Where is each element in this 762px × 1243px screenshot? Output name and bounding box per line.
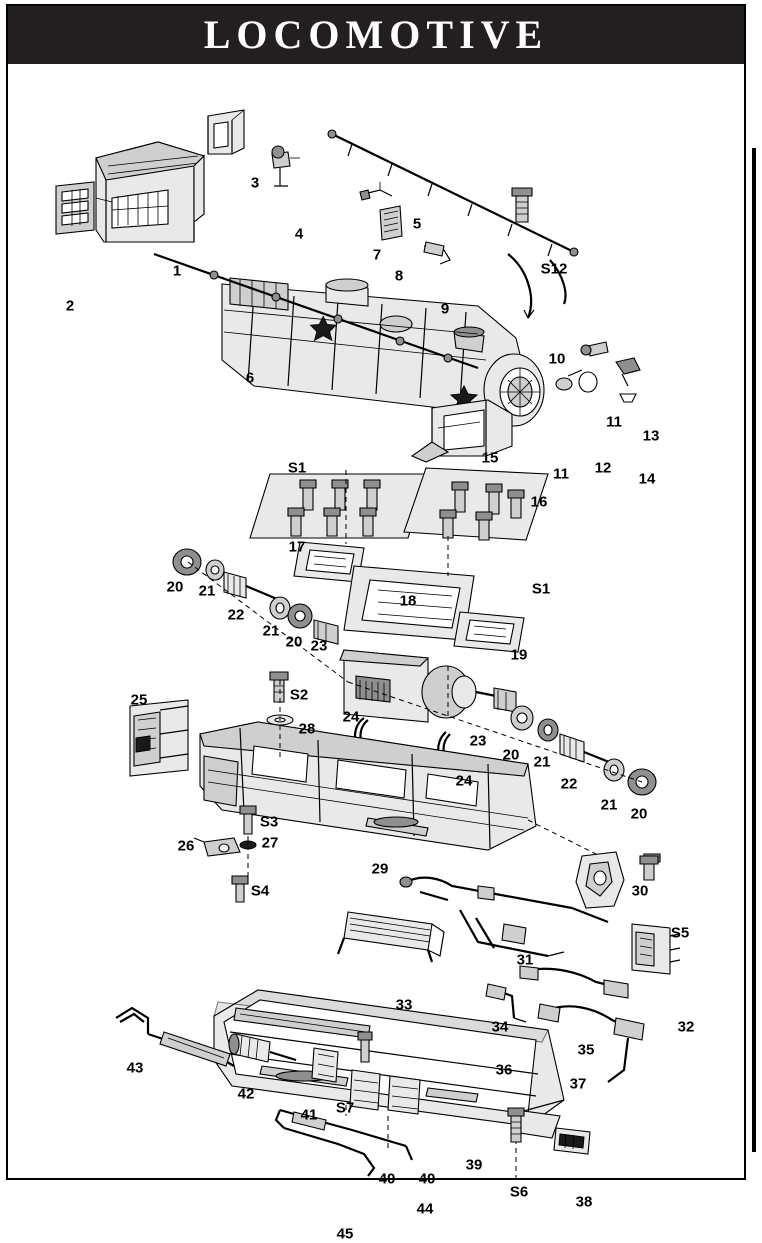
callout-16: 16	[530, 493, 548, 511]
axle-assembly-right	[511, 706, 656, 795]
callout-40: 40	[378, 1170, 396, 1188]
callout-5: 5	[412, 215, 422, 233]
callout-s3: S3	[259, 813, 279, 831]
callout-11: 11	[553, 465, 569, 483]
callout-9: 9	[440, 300, 450, 318]
callout-s2: S2	[289, 686, 309, 704]
callout-18: 18	[399, 592, 417, 610]
callout-28: 28	[298, 720, 316, 738]
callout-11: 11	[606, 413, 622, 431]
callout-24: 24	[342, 708, 360, 726]
callout-s5: S5	[670, 924, 690, 942]
callout-35: 35	[577, 1041, 595, 1059]
callout-2: 2	[65, 297, 75, 315]
callout-33: 33	[395, 996, 413, 1014]
callout-20: 20	[166, 578, 184, 596]
motor-assembly	[340, 650, 516, 722]
part-36-bracket	[486, 984, 526, 1022]
part-15-boiler	[222, 278, 544, 426]
part-7-lever	[360, 182, 392, 200]
page-title-bar	[8, 6, 744, 64]
callout-20: 20	[630, 805, 648, 823]
callout-14: 14	[638, 470, 656, 488]
callout-1: 1	[172, 262, 182, 280]
callout-12: 12	[594, 459, 612, 477]
callout-25: 25	[130, 691, 148, 709]
callout-31: 31	[516, 951, 534, 969]
callout-20: 20	[502, 746, 520, 764]
part-4-whistle	[272, 146, 300, 186]
callout-17: 17	[288, 538, 306, 556]
callout-22: 22	[560, 775, 578, 793]
callout-26: 26	[177, 837, 195, 855]
callout-36: 36	[495, 1061, 513, 1079]
callout-21: 21	[198, 582, 216, 600]
callout-20: 20	[285, 633, 303, 651]
exploded-diagram	[8, 70, 744, 1243]
right-margin-rule	[752, 148, 756, 1152]
parts-30-S5	[576, 852, 660, 908]
callout-45: 45	[336, 1225, 354, 1243]
callout-41: 41	[300, 1106, 318, 1124]
part-S12-screw	[512, 188, 532, 222]
callout-23: 23	[469, 732, 487, 750]
callout-7: 7	[372, 246, 382, 264]
callout-22: 22	[227, 606, 245, 624]
callout-3: 3	[250, 174, 260, 192]
callout-43: 43	[126, 1059, 144, 1077]
callout-32: 32	[677, 1018, 695, 1036]
callout-24: 24	[455, 772, 473, 790]
part-9-clip	[424, 242, 450, 264]
part-8-detail-block	[380, 206, 402, 240]
callout-s6: S6	[509, 1183, 529, 1201]
callout-4: 4	[294, 225, 304, 243]
callout-27: 27	[261, 834, 279, 852]
part-34-piping	[460, 910, 564, 956]
callout-s1: S1	[531, 580, 551, 598]
part-1-cab-body	[96, 142, 204, 242]
callout-23: 23	[310, 637, 328, 655]
part-S2-screw	[270, 672, 288, 702]
part-33-radiator-grille	[338, 912, 444, 962]
callout-8: 8	[394, 267, 404, 285]
callout-s12: S12	[540, 260, 568, 278]
callout-39: 39	[465, 1156, 483, 1174]
part-25-pickup-assembly	[130, 700, 188, 776]
callout-37: 37	[569, 1075, 587, 1093]
callout-34: 34	[491, 1018, 509, 1036]
page-title: LOCOMOTIVE	[203, 12, 549, 57]
callout-29: 29	[371, 860, 389, 878]
callout-44: 44	[416, 1200, 434, 1218]
part-35-pipe	[520, 966, 628, 998]
callout-21: 21	[262, 622, 280, 640]
callout-30: 30	[631, 882, 649, 900]
callout-s7: S7	[335, 1099, 355, 1117]
callout-21: 21	[600, 796, 618, 814]
callout-13: 13	[642, 427, 660, 445]
callout-42: 42	[237, 1085, 255, 1103]
part-38-connector	[554, 1128, 590, 1154]
callout-40: 40	[418, 1170, 436, 1188]
part-S1-screw-card-right	[404, 468, 548, 540]
callout-19: 19	[510, 646, 528, 664]
callout-38: 38	[575, 1193, 593, 1211]
callout-21: 21	[533, 753, 551, 771]
parts-26-27-S3-S4	[194, 806, 256, 902]
part-3-roof-vent	[208, 110, 244, 154]
callout-15: 15	[481, 449, 499, 467]
callout-10: 10	[548, 350, 566, 368]
diagram-artwork	[8, 70, 744, 1178]
callout-6: 6	[245, 369, 255, 387]
parts-11-14-fittings	[556, 342, 640, 402]
callout-s1: S1	[287, 459, 307, 477]
callout-s4: S4	[250, 882, 270, 900]
